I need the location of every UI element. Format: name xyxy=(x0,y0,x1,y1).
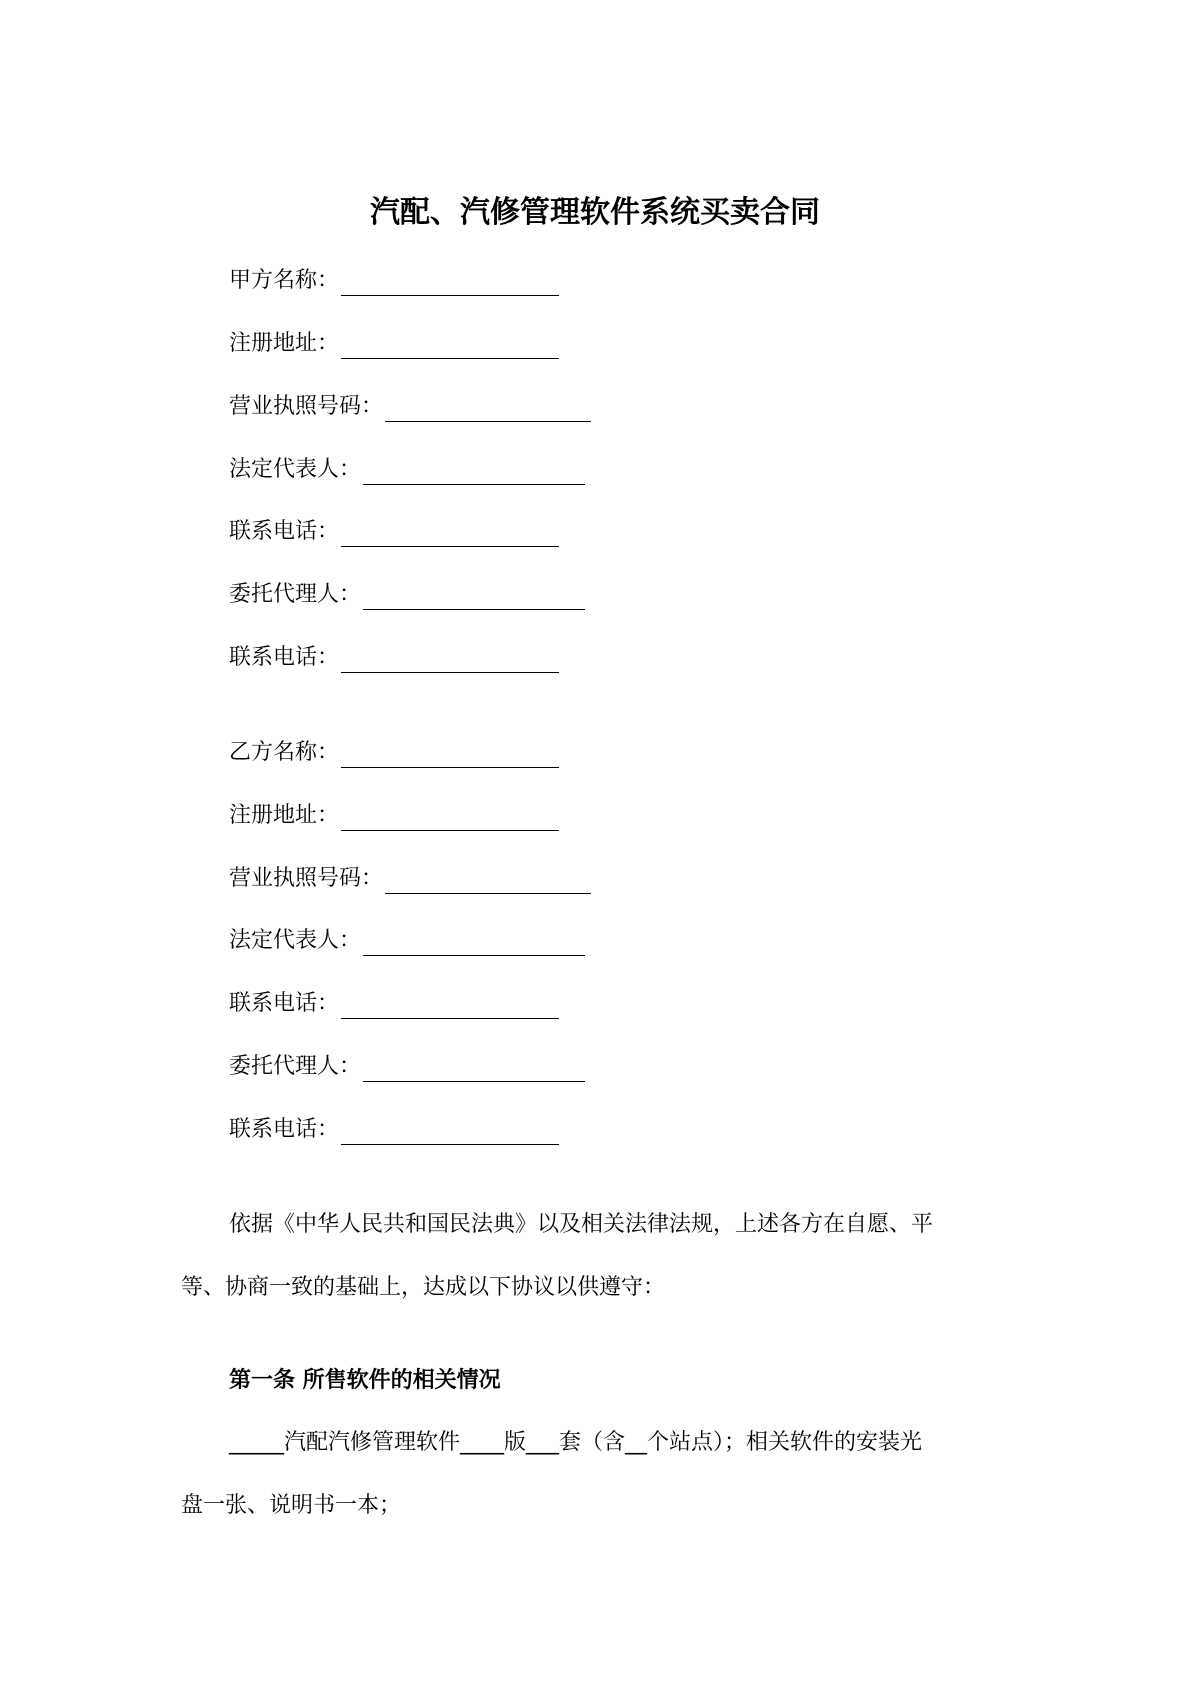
party-a-agent-phone-field xyxy=(229,643,559,673)
party-b-address-blank[interactable] xyxy=(341,806,559,831)
article-1-line-1: _____汽配汽修管理软件____版___套（含__个站点）；相关软件的安装光 xyxy=(229,1430,923,1455)
party-b-name-blank[interactable] xyxy=(341,743,559,768)
party-b-agent-phone-blank[interactable] xyxy=(341,1120,559,1145)
party-a-legal-rep-field xyxy=(229,455,585,485)
field-label: 联系电话： xyxy=(229,645,340,670)
article-1-heading: 第一条 所售软件的相关情况 xyxy=(229,1368,501,1393)
article-1-line-2: 盘一张、说明书一本； xyxy=(181,1493,402,1518)
party-b-name-field xyxy=(229,738,559,768)
field-label: 注册地址： xyxy=(229,803,340,828)
field-label: 联系电话： xyxy=(229,1117,340,1142)
field-label: 营业执照号码： xyxy=(229,866,384,891)
party-a-name-field xyxy=(229,266,559,296)
field-label: 法定代表人： xyxy=(229,928,362,953)
field-label: 甲方名称： xyxy=(229,268,340,293)
preamble-line-1: 依据《中华人民共和国民法典》以及相关法律法规，上述各方在自愿、平 xyxy=(229,1212,934,1237)
party-b-agent-blank[interactable] xyxy=(363,1057,585,1082)
party-b-license-field xyxy=(229,864,591,894)
party-a-license-field xyxy=(229,392,591,422)
preamble-line-2: 等、协商一致的基础上，达成以下协议以供遵守： xyxy=(181,1275,666,1300)
party-a-license-blank[interactable] xyxy=(385,397,591,422)
party-b-license-blank[interactable] xyxy=(385,869,591,894)
field-label: 委托代理人： xyxy=(229,582,362,607)
field-label: 联系电话： xyxy=(229,519,340,544)
party-a-phone-field xyxy=(229,517,559,547)
party-a-agent-phone-blank[interactable] xyxy=(341,648,559,673)
field-label: 联系电话： xyxy=(229,991,340,1016)
field-label: 注册地址： xyxy=(229,331,340,356)
party-a-address-field xyxy=(229,329,559,359)
party-a-agent-field xyxy=(229,580,585,610)
party-a-phone-blank[interactable] xyxy=(341,522,559,547)
party-a-agent-blank[interactable] xyxy=(363,585,585,610)
party-b-agent-field xyxy=(229,1052,585,1082)
party-a-legal-rep-blank[interactable] xyxy=(363,460,585,485)
party-a-address-blank[interactable] xyxy=(341,334,559,359)
field-label: 营业执照号码： xyxy=(229,394,384,419)
party-b-legal-rep-blank[interactable] xyxy=(363,931,585,956)
field-label: 法定代表人： xyxy=(229,457,362,482)
party-b-phone-field xyxy=(229,989,559,1019)
party-b-address-field xyxy=(229,801,559,831)
document-title: 汽配、汽修管理软件系统买卖合同 xyxy=(370,195,820,230)
party-b-legal-rep-field xyxy=(229,926,585,956)
field-label: 委托代理人： xyxy=(229,1054,362,1079)
party-a-name-blank[interactable] xyxy=(341,271,559,296)
field-label: 乙方名称： xyxy=(229,740,340,765)
party-b-agent-phone-field xyxy=(229,1115,559,1145)
party-b-phone-blank[interactable] xyxy=(341,994,559,1019)
